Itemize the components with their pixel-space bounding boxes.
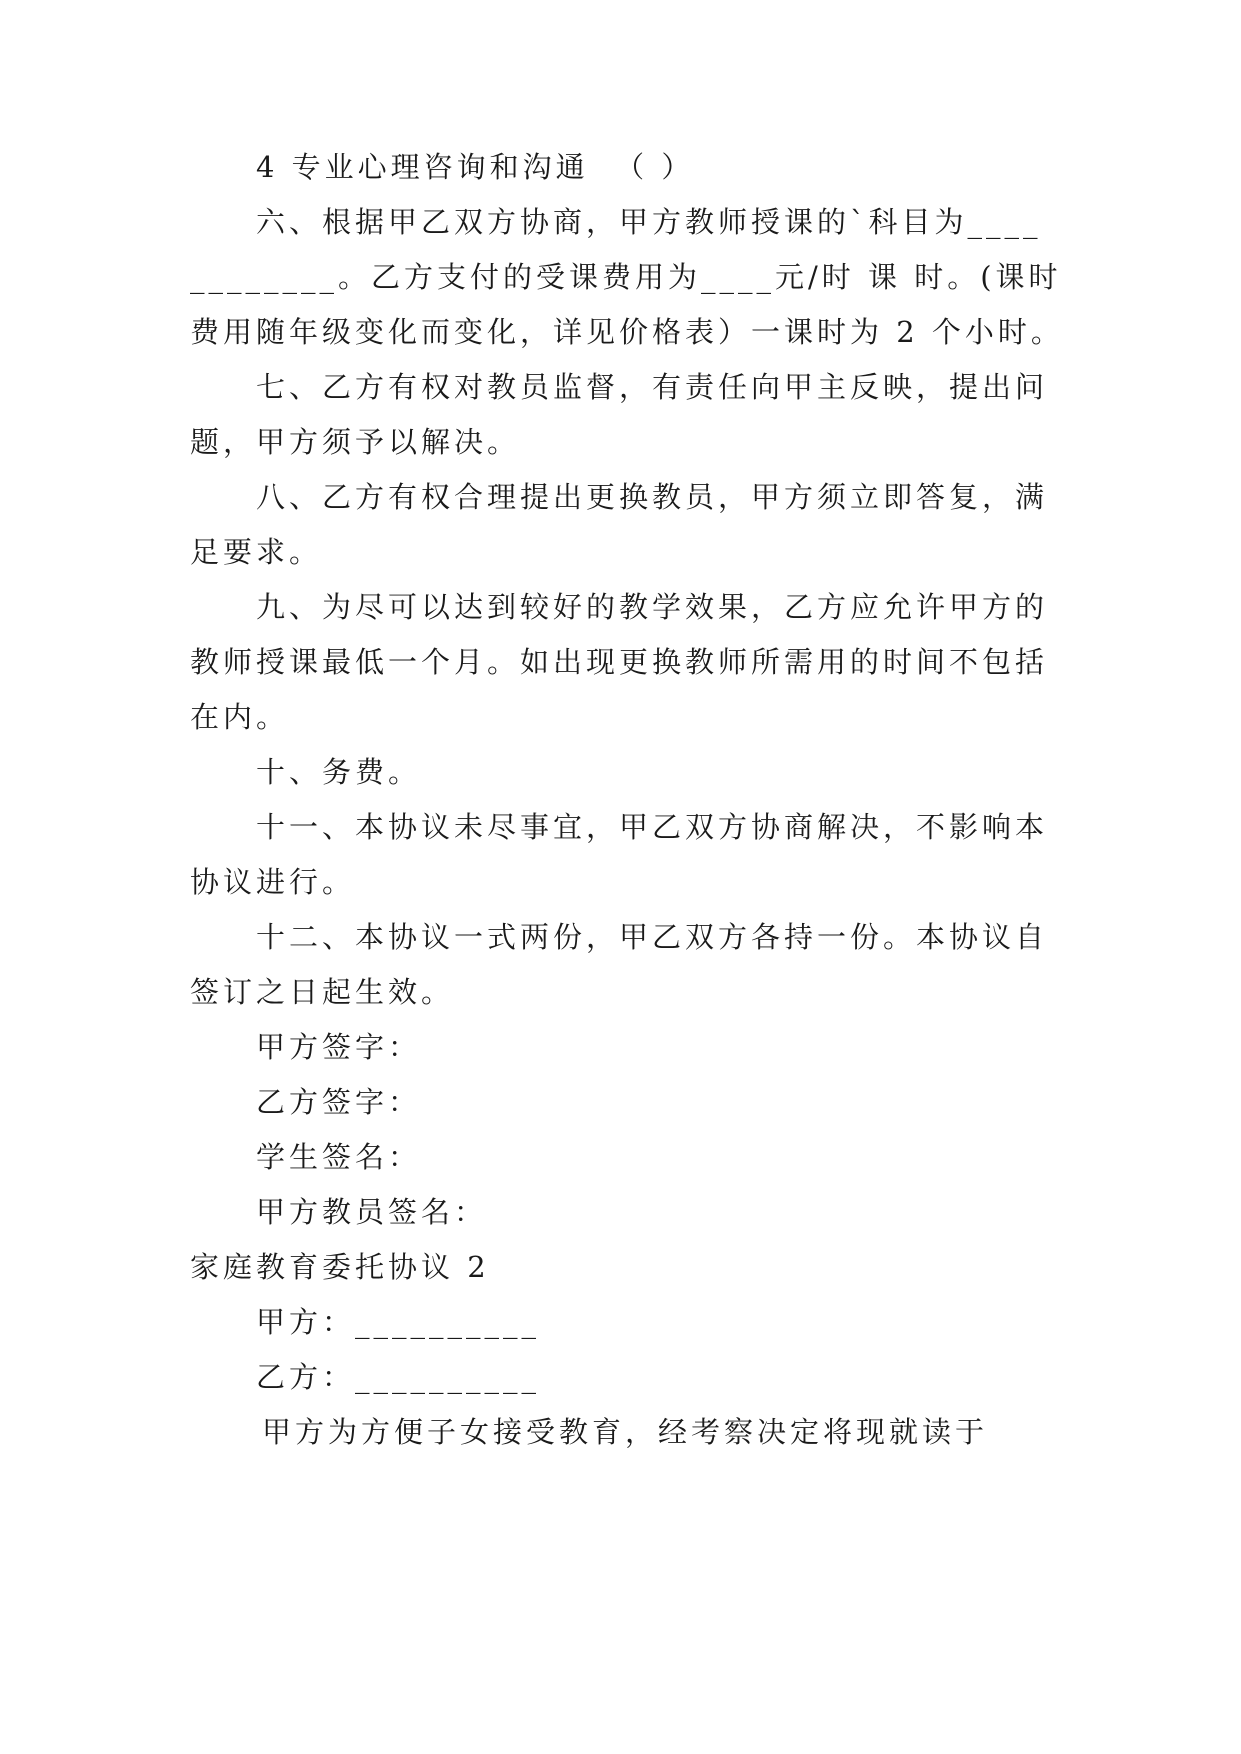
clause-6-line-3: 费用随年级变化而变化，详见价格表）一课时为 2 个小时。 (190, 315, 1064, 349)
clause-9-line-2: 教师授课最低一个月。如出现更换教师所需用的时间不包括 (190, 645, 1049, 679)
clause-11-line-1: 十一、本协议未尽事宜，甲乙双方协商解决，不影响本 (256, 810, 1049, 844)
agreement-2-title: 家庭教育委托协议 2 (190, 1250, 490, 1284)
clause-6-line-1: 六、根据甲乙双方协商，甲方教师授课的`科目为____ (256, 205, 1042, 239)
party-b-signature-label: 乙方签字： (256, 1085, 422, 1119)
clause-7-line-2: 题，甲方须予以解决。 (190, 425, 521, 459)
clause-12-line-2: 签订之日起生效。 (190, 975, 455, 1009)
item-4-line: 4 专业心理咨询和沟通 （ ） (256, 150, 695, 184)
clause-7-line-1: 七、乙方有权对教员监督，有责任向甲主反映，提出问 (256, 370, 1049, 404)
clause-8-line-2: 足要求。 (190, 535, 323, 569)
party-a-field: 甲方：__________ (256, 1305, 541, 1339)
clause-8-line-1: 八、乙方有权合理提出更换教员，甲方须立即答复，满 (256, 480, 1049, 514)
teacher-signature-label: 甲方教员签名： (256, 1195, 488, 1229)
agreement-2-intro-line: 甲方为方便子女接受教育，经考察决定将现就读于 (262, 1415, 989, 1449)
student-signature-label: 学生签名： (256, 1140, 422, 1174)
clause-9-line-1: 九、为尽可以达到较好的教学效果，乙方应允许甲方的 (256, 590, 1049, 624)
party-a-signature-label: 甲方签字： (256, 1030, 422, 1064)
clause-11-line-2: 协议进行。 (190, 865, 356, 899)
clause-9-line-3: 在内。 (190, 700, 290, 734)
clause-10-line: 十、务费。 (256, 755, 422, 789)
party-b-field: 乙方：__________ (256, 1360, 541, 1394)
clause-6-line-2: ________。乙方支付的受课费用为____元/时 课 时。(课时 (190, 260, 1062, 294)
clause-12-line-1: 十二、本协议一式两份，甲乙双方各持一份。本协议自 (256, 920, 1049, 954)
